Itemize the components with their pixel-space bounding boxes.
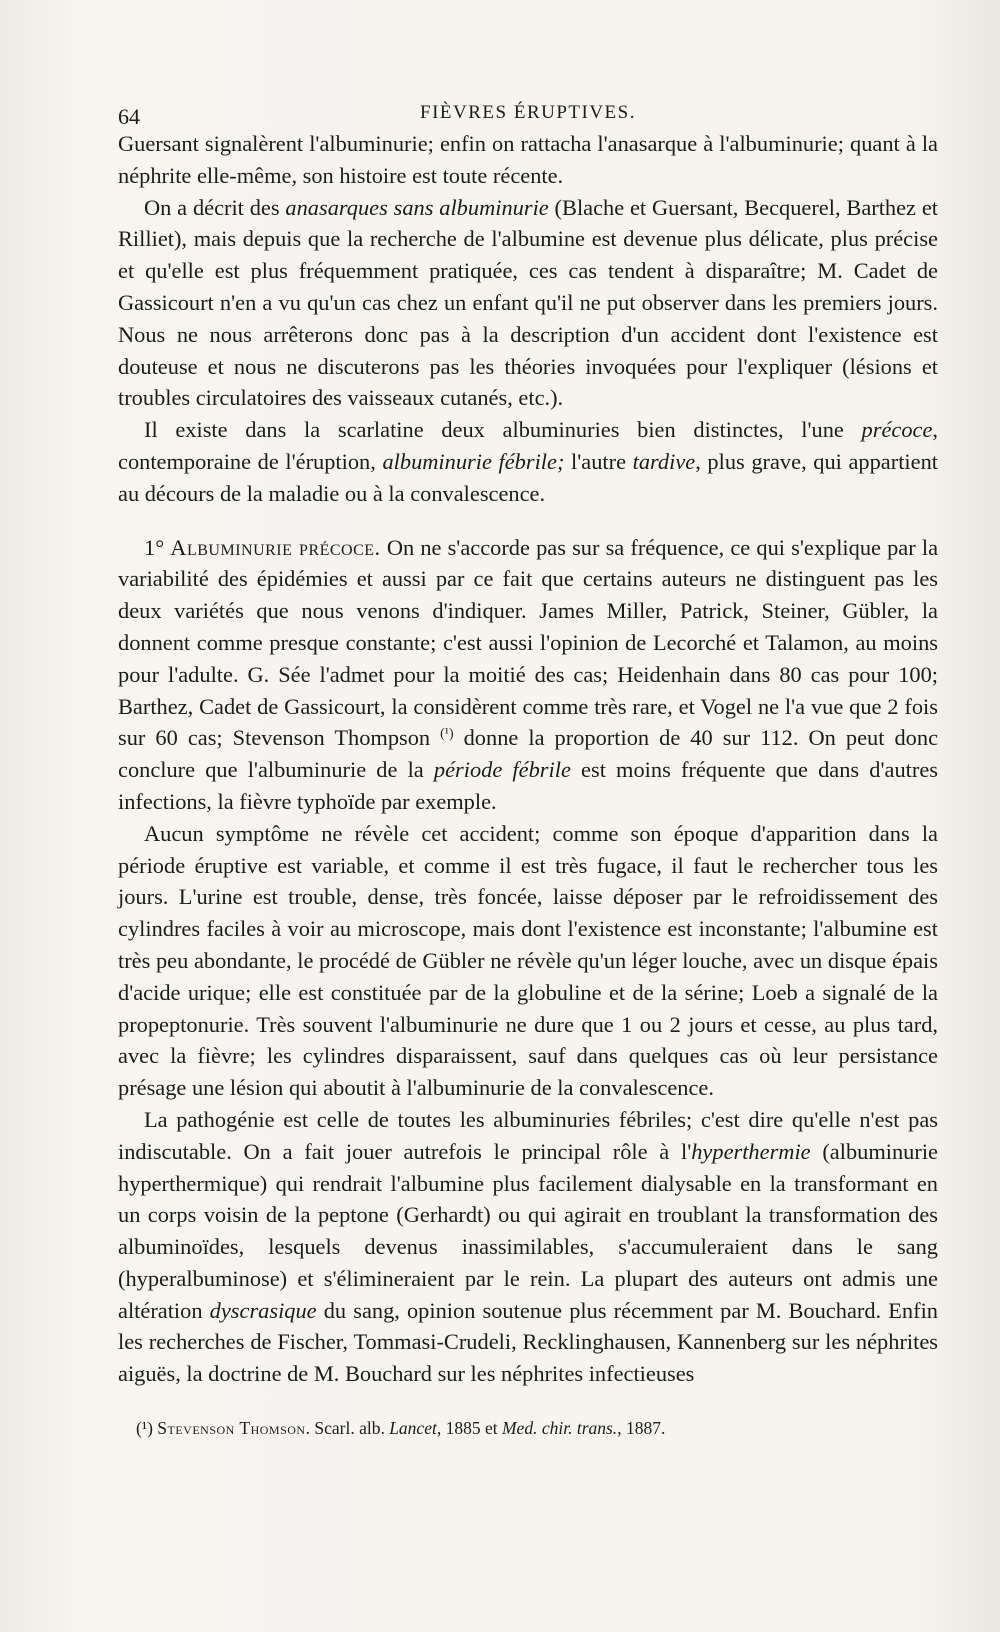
paragraph-3-text-c: l'autre [564,448,633,474]
footnote-journal-1: Lancet [389,1418,437,1438]
paragraph-6-text-a: La pathogénie est celle de toutes les albuminuries fébriles; c'est dire qu'elle n'est pas indiscutable. On a fait jouer autrefois le principal rôle à l' [118,1106,938,1164]
footnote-text-a: . Scarl. alb. [305,1418,390,1438]
paragraph-2-text-a: On a décrit des [144,194,286,220]
body-text [118,128,938,1390]
paragraph-5 [118,818,938,1104]
paragraph-6-emphasis-1: hyperthermie [691,1138,811,1164]
footnote-reference: (¹) [440,726,454,742]
paragraph-2-emphasis: anasarques sans albuminurie [285,194,549,220]
paragraph-3-emphasis-3: tardive [632,448,696,474]
paragraph-3-text-d: , plus grave, qui appartient au décours de la maladie ou à la convalescence. [118,448,938,506]
section-heading: Albuminurie précoce. [170,534,381,560]
paragraph-3-emphasis-1: précoce [861,417,933,443]
paragraph-2-text-b: (Blache et Guersant, Becquerel, Barthez et Rilliet), mais depuis que la recherche de l'albumine est devenue plus délicate, plus précise et qu'elle est plus fréquemment pratiquée, ces cas tendent à disparaître; M. Cadet de Gassicourt n'en a vu qu'un cas chez un enfant qu'il ne put observer dans les premiers jours. Nous ne nous arrêterons donc pas à la description d'un accident dont l'existence est douteuse et nous ne discuterons pas les théories invoquées pour l'expliquer (lésions et troubles circulatoires des vaisseaux cutanés, etc.). [118,194,938,411]
running-title: FIÈVRES ÉRUPTIVES. [420,102,636,123]
footnote-journal-2: Med. chir. trans. [501,1418,618,1438]
paragraph-4-text-b: donne la proportion de 40 sur 112. On peut donc conclure que l'albuminurie de la [118,725,939,783]
paragraph-4-emphasis: période fébrile [433,757,571,783]
paragraph-6-text-c: du sang, opinion soutenue plus récemment par M. Bouchard. Enfin les recherches de Fischer, Tommasi-Crudeli, Recklinghausen, Kannenberg sur les néphrites aiguës, la doctrine de M. Bouchard sur les néphrites infectieuses [118,1297,938,1387]
paragraph-4-text-a: On ne s'accorde pas sur sa fréquence, ce qui s'explique par la variabilité des épidémies et aussi par ce fait que certains auteurs ne distinguent pas les deux variétés que nous venons d'indiquer. James Miller, Patrick, Steiner, Gübler, la donnent comme presque constante; c'est aussi l'opinion de Lecorché et Talamon, au moins pour l'adulte. G. Sée l'admet pour la moitié des cas; Heidenhain dans 80 cas pour 100; Barthez, Cadet de Gassicourt, la considèrent comme très rare, et Vogel ne l'a vue que 2 fois sur 60 cas; Stevenson Thompson [118,534,939,751]
paragraph-5-text: Aucun symptôme ne révèle cet accident; comme son époque d'apparition dans la période éruptive est variable, et comme il est très fugace, il faut le rechercher tous les jours. L'urine est trouble, dense, très foncée, laisse déposer par le refroidissement des cylindres faciles à voir au microscope, mais dont l'existence est inconstante; l'albumine est très peu abondante, le procédé de Gübler ne révèle qu'un léger louche, avec un disque épais d'acide urique; elle est constituée par de la globuline et de la sérine; Loeb a signalé de la propeptonurie. Très souvent l'albuminurie ne dure que 1 ou 2 jours et cesse, au plus tard, avec la fièvre; les cylindres disparaissent, sauf dans quelques cas où leur persistance présage une lésion qui aboutit à l'albuminurie de la convalescence. [118,820,938,1101]
paragraph-4-text-c: est moins fréquente que dans d'autres infections, la fièvre typhoïde par exemple. [118,757,938,814]
paragraph-1 [118,128,938,192]
paragraph-3-text-a: Il existe dans la scarlatine deux albuminuries bien distinctes, l'une [144,417,862,443]
paragraph-3-text-b: , contemporaine de l'éruption, [118,417,938,474]
paragraph-4 [118,532,938,818]
paragraph-1-text: Guersant signalèrent l'albuminurie; enfin on rattacha l'anasarque à l'albuminurie; quant à la néphrite elle-même, son histoire est toute récente. [118,131,938,188]
paragraph-2 [118,192,938,415]
paragraph-6-text-b: (albuminurie hyperthermique) qui rendrait l'albumine plus facilement dialysable en la transformant en un corps voisin de la peptone (Gerhardt) ou qui agirait en troublant la transformation des albuminoïdes, lesquels devenus inassimilables, s'accumuleraient dans le sang (hyperalbuminose) et s'élimineraient par le rein. La plupart des auteurs ont admis une altération [118,1138,938,1323]
footnote-author: Stevenson Thomson [157,1418,306,1438]
page-number: 64 [118,104,140,129]
section-number: 1° [144,534,171,560]
paragraph-3-emphasis-2: albuminurie fébrile; [382,448,565,474]
footnote-marker: (¹) [136,1418,153,1438]
paragraph-3 [118,414,938,509]
footnote-text-b: , 1885 et [436,1418,502,1438]
footnote-text-c: , 1887. [617,1418,666,1438]
paragraph-6 [118,1104,938,1390]
footnote [136,1416,926,1440]
paragraph-6-emphasis-2: dyscrasique [209,1297,317,1323]
page-header [118,98,938,130]
